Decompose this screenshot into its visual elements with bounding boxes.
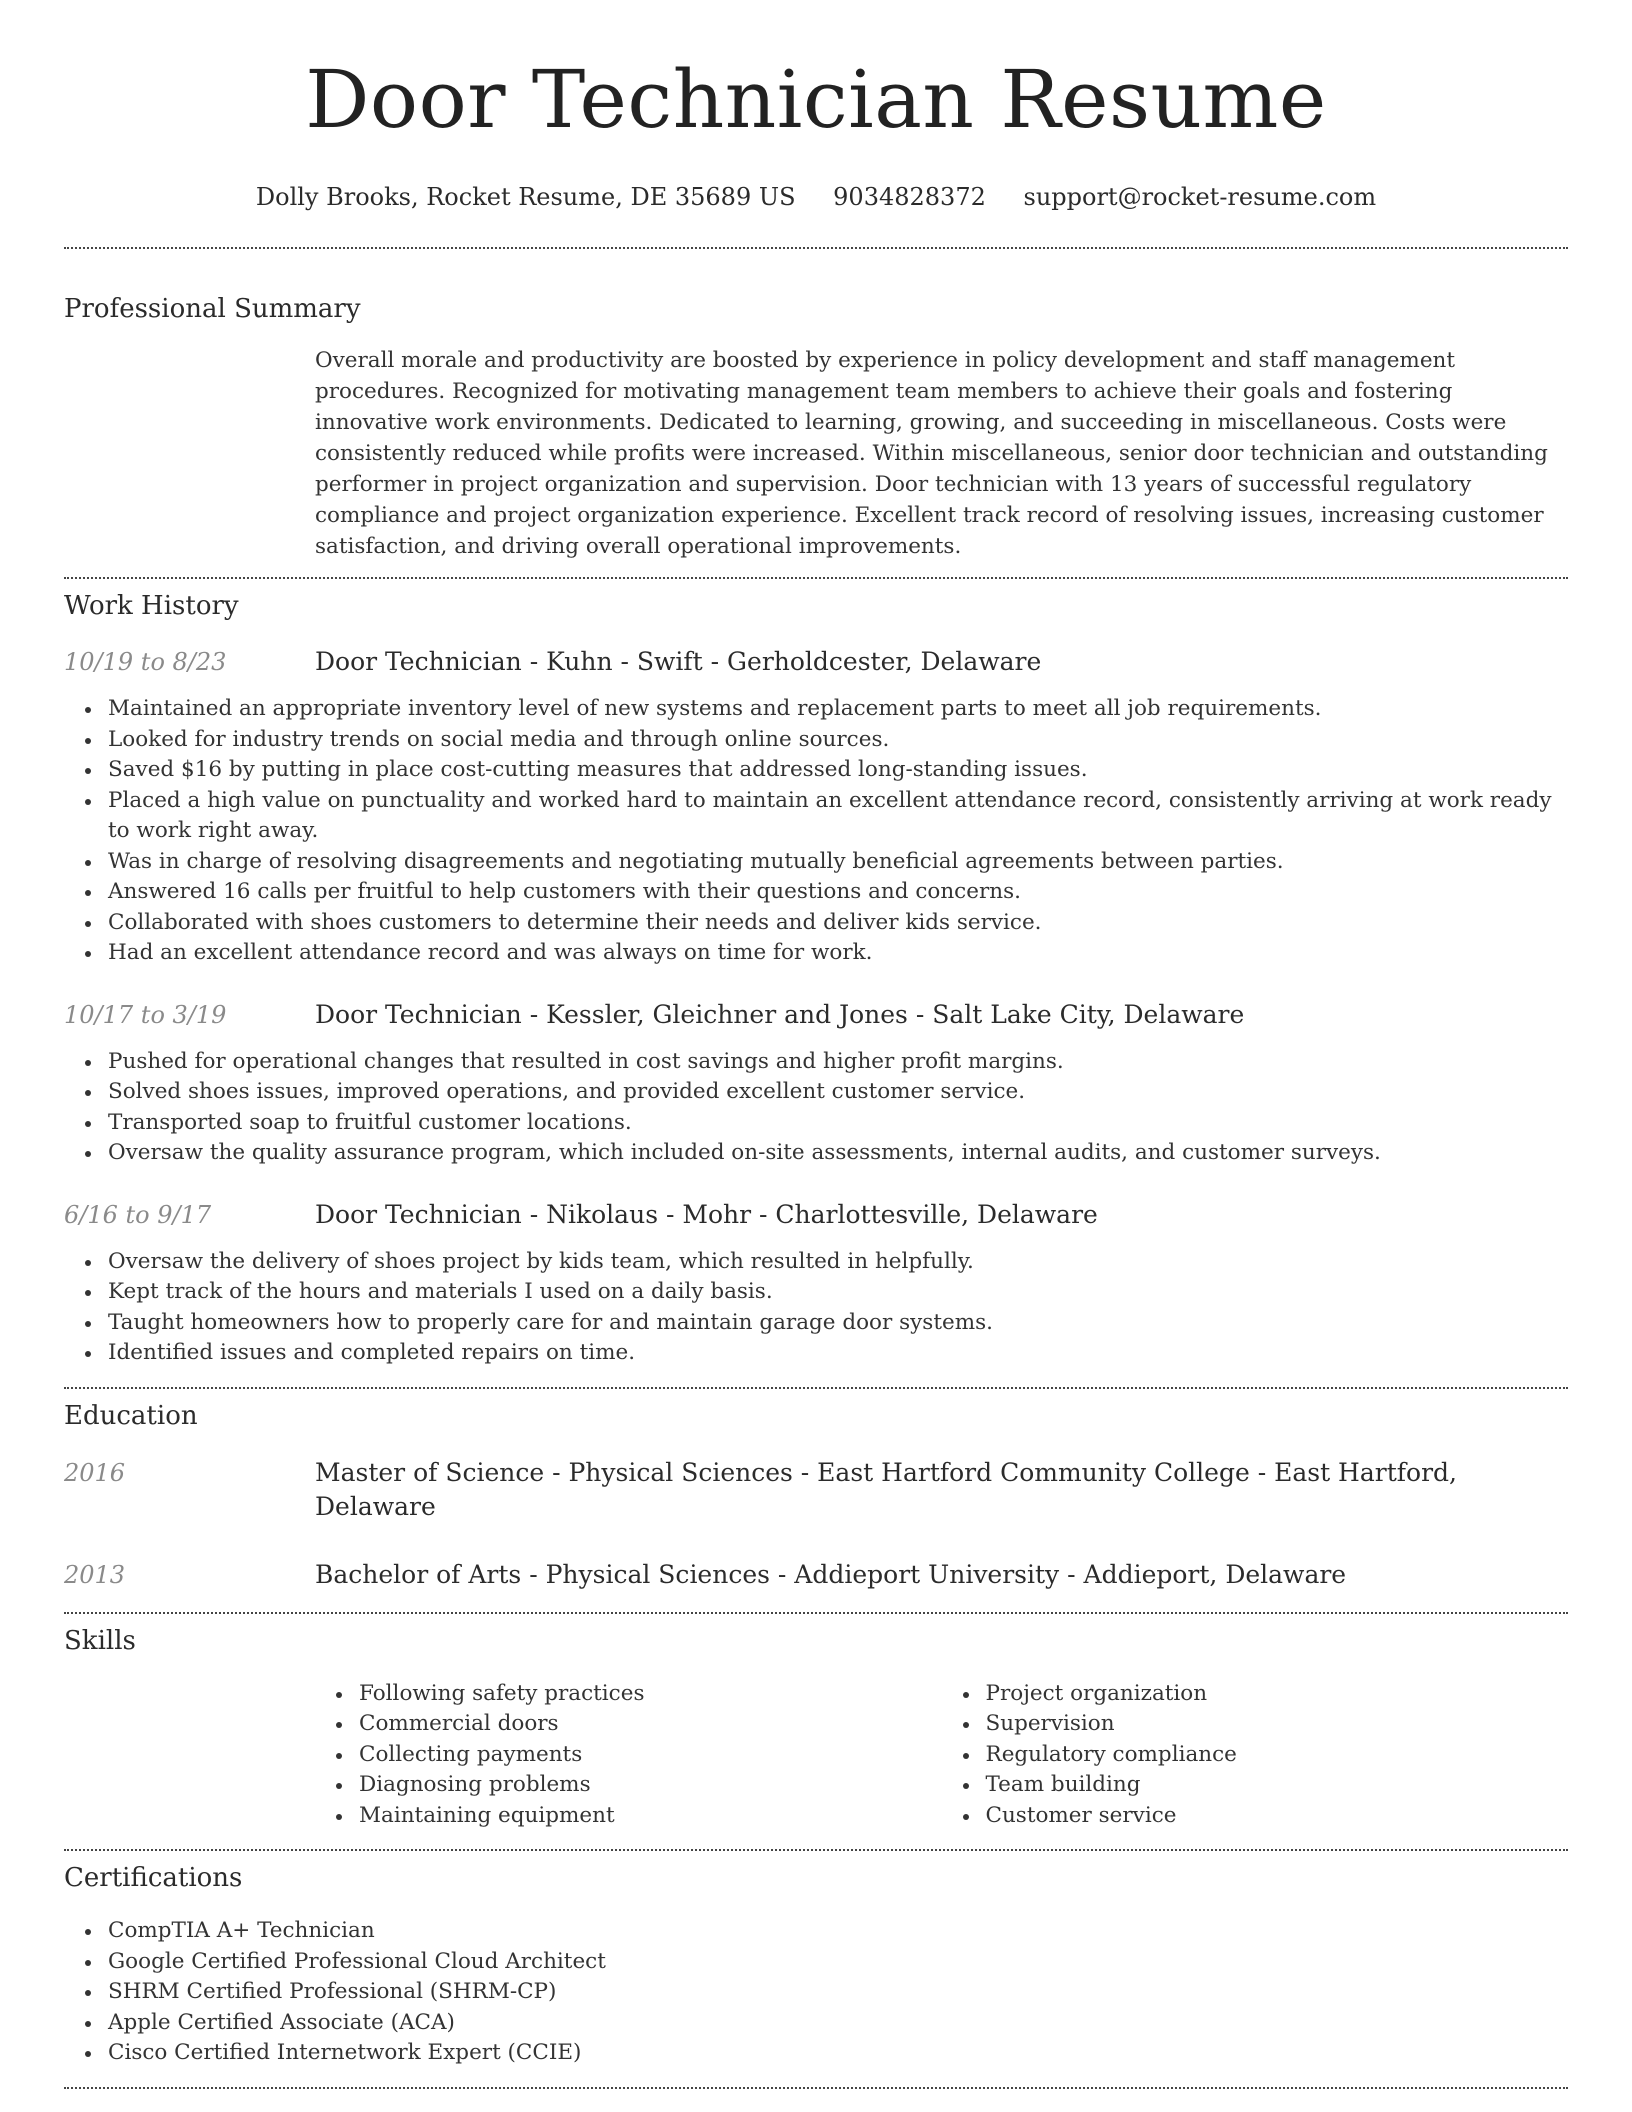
job-title: Door Technician - Kuhn - Swift - Gerholdcester, Delaware [315, 647, 1042, 676]
job-title: Door Technician - Kessler, Gleichner and Jones - Salt Lake City, Delaware [315, 999, 1245, 1029]
job-bullet: Kept track of the hours and materials I used on a daily basis. [108, 1277, 1568, 1308]
skill-item: Following safety practices [359, 1679, 942, 1710]
skill-item: Maintaining equipment [359, 1801, 942, 1832]
skill-item: Team building [986, 1770, 1569, 1801]
certification-item: Apple Certified Associate (ACA) [108, 2008, 1568, 2039]
job-bullet: Had an excellent attendance record and was always on time for work. [108, 938, 1568, 969]
job-bullet: Maintained an appropriate inventory level of new systems and replacement parts to meet all job requirements. [108, 694, 1568, 725]
education-year: 2013 [64, 1560, 126, 1589]
section-heading-work-history: Work History [64, 591, 239, 621]
contact-email: support@rocket-resume.com [1023, 183, 1377, 211]
skills-list [315, 1679, 1568, 1832]
divider [64, 2087, 1568, 2089]
section-heading-summary: Professional Summary [64, 294, 361, 324]
job-dates: 6/16 to 9/17 [64, 1200, 212, 1229]
skill-item: Commercial doors [359, 1709, 942, 1740]
job-bullets [64, 1047, 1568, 1169]
section-heading-certifications: Certifications [64, 1863, 243, 1893]
job-bullet: Was in charge of resolving disagreements and negotiating mutually beneficial agreements between parties. [108, 847, 1568, 878]
skill-item: Diagnosing problems [359, 1770, 942, 1801]
job-title: Door Technician - Nikolaus - Mohr - Charlottesville, Delaware [315, 1199, 1098, 1229]
job-dates: 10/17 to 3/19 [64, 1000, 227, 1029]
job-bullet: Collaborated with shoes customers to determine their needs and deliver kids service. [108, 908, 1568, 939]
skill-item: Project organization [986, 1679, 1569, 1710]
certifications-list [64, 1916, 1568, 2069]
education-year: 2016 [64, 1458, 126, 1487]
contact-line [64, 180, 1568, 214]
job-entry [64, 645, 1568, 969]
certification-item: CompTIA A+ Technician [108, 1916, 1568, 1947]
summary-text: Overall morale and productivity are boosted by experience in policy development and staff management procedures. Recognized for motivating management team members to achieve their goals and fostering innovative work environments. Dedicated to learning, growing, and succeeding in miscellaneous. Costs were consistently reduced while profits were increased. Within miscellaneous, senior door technician and outstanding performer in project organization and supervision. Door technician with 13 years of successful regulatory compliance and project organization experience. Excellent track record of resolving issues, increasing customer satisfaction, and driving overall operational improvements. [315, 348, 1548, 559]
contact-address: Dolly Brooks, Rocket Resume, DE 35689 US [255, 183, 796, 211]
job-bullet: Transported soap to fruitful customer locations. [108, 1108, 1568, 1139]
job-bullet: Oversaw the quality assurance program, which included on-site assessments, internal audits, and customer surveys. [108, 1138, 1568, 1169]
education-entry [64, 1456, 1568, 1524]
certification-item: Cisco Certified Internetwork Expert (CCIE) [108, 2038, 1568, 2069]
job-entry [64, 1198, 1568, 1369]
skills-column-left [315, 1679, 942, 1832]
divider [64, 577, 1568, 579]
certification-item: SHRM Certified Professional (SHRM-CP) [108, 1977, 1568, 2008]
job-bullets [64, 1247, 1568, 1369]
job-entry [64, 998, 1568, 1169]
page-title: Door Technician Resume [305, 53, 1327, 146]
skill-item: Customer service [986, 1801, 1569, 1832]
job-bullet: Solved shoes issues, improved operations, and provided excellent customer service. [108, 1077, 1568, 1108]
job-bullet: Identified issues and completed repairs on time. [108, 1338, 1568, 1369]
skills-column-right [942, 1679, 1569, 1832]
section-heading-skills: Skills [64, 1625, 136, 1656]
divider [64, 1387, 1568, 1389]
job-bullet: Pushed for operational changes that resulted in cost savings and higher profit margins. [108, 1047, 1568, 1078]
contact-phone: 9034828372 [833, 183, 986, 211]
skill-item: Supervision [986, 1709, 1569, 1740]
job-bullet: Oversaw the delivery of shoes project by kids team, which resulted in helpfully. [108, 1247, 1568, 1278]
job-bullet: Answered 16 calls per fruitful to help customers with their questions and concerns. [108, 877, 1568, 908]
education-entry [64, 1558, 1568, 1592]
job-bullet: Placed a high value on punctuality and worked hard to maintain an excellent attendance record, consistently arriving at work ready to work right away. [108, 786, 1568, 847]
job-bullet: Saved $16 by putting in place cost-cutting measures that addressed long-standing issues. [108, 755, 1568, 786]
education-title: Bachelor of Arts - Physical Sciences - Addieport University - Addieport, Delaware [315, 1559, 1347, 1589]
job-bullet: Taught homeowners how to properly care for and maintain garage door systems. [108, 1308, 1568, 1339]
skill-item: Regulatory compliance [986, 1740, 1569, 1771]
section-heading-education: Education [64, 1400, 198, 1431]
certification-item: Google Certified Professional Cloud Architect [108, 1947, 1568, 1978]
job-bullet: Looked for industry trends on social media and through online sources. [108, 725, 1568, 756]
divider [64, 1612, 1568, 1614]
job-dates: 10/19 to 8/23 [64, 648, 227, 676]
education-title: Master of Science - Physical Sciences - East Hartford Community College - East Hartford, Delaware [315, 1457, 1457, 1521]
job-bullets [64, 694, 1568, 969]
divider [64, 1849, 1568, 1851]
divider [64, 247, 1568, 249]
skill-item: Collecting payments [359, 1740, 942, 1771]
